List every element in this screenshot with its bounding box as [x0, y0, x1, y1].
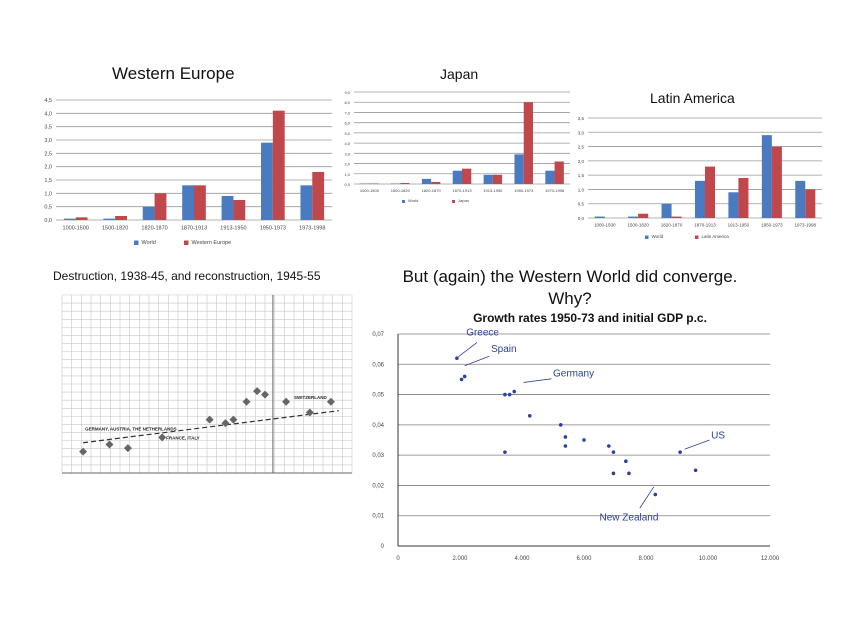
x-tick-label: 0 [396, 556, 400, 562]
x-tick-label: 1950-1973 [761, 222, 783, 228]
bar-world [662, 204, 672, 218]
data-point [503, 450, 507, 454]
x-tick-label: 1000-1500 [62, 225, 89, 232]
x-tick-label: 1870-1913 [694, 222, 716, 228]
data-point [460, 378, 464, 382]
bar-world [261, 143, 273, 220]
x-tick-label: 1950-1973 [514, 188, 534, 193]
y-tick-label: 1,0 [44, 191, 52, 198]
bar-latin-america [738, 178, 748, 218]
y-tick-label: 1,0 [577, 187, 584, 193]
y-tick-label: 2,0 [577, 158, 584, 164]
bar-japan [493, 175, 502, 184]
bar-world [453, 171, 462, 184]
x-tick-label: 10.000 [698, 556, 718, 562]
y-tick-label: 2,5 [44, 151, 52, 158]
x-tick-label: 6.000 [576, 556, 592, 562]
data-point [327, 398, 335, 406]
y-tick-label: 6,0 [344, 120, 350, 126]
latin-america-title: Latin America [650, 90, 735, 106]
bar-world [360, 183, 369, 184]
bar-western-europe [194, 185, 206, 220]
y-tick-label: 0,03 [372, 453, 384, 460]
data-point [508, 393, 512, 397]
bar-world [762, 135, 772, 218]
y-tick-label: 0,06 [372, 362, 384, 369]
bar-world [391, 183, 400, 184]
x-tick-label: 2.000 [452, 556, 468, 562]
bar-world [795, 181, 805, 218]
annotation: GERMANY, AUSTRIA, THE NETHERLANDS [85, 426, 177, 432]
y-tick-label: 7,0 [344, 110, 350, 116]
bar-world [222, 196, 234, 220]
bar-latin-america [638, 214, 648, 218]
legend-swatch [695, 236, 699, 240]
y-tick-label: 3,5 [577, 116, 584, 121]
y-tick-label: 0,05 [372, 392, 384, 399]
data-point [654, 493, 658, 497]
bar-world [514, 154, 523, 184]
data-point [124, 444, 132, 452]
y-tick-label: 1,5 [44, 178, 52, 184]
y-tick-label: 3,5 [44, 124, 52, 131]
bar-world [300, 185, 312, 220]
data-point [512, 390, 516, 394]
y-tick-label: 2,0 [44, 164, 52, 171]
legend-label: World [408, 198, 419, 203]
bar-world [64, 219, 76, 220]
x-tick-label: 1000-1500 [593, 222, 616, 228]
bar-latin-america [772, 147, 782, 218]
y-tick-label: 5,0 [344, 130, 350, 136]
y-tick-label: 0,02 [372, 483, 384, 490]
legend-label: World [141, 240, 156, 246]
y-tick-label: 4,0 [44, 111, 52, 118]
data-point [607, 444, 611, 448]
bar-japan [431, 182, 440, 184]
x-tick-label: 4.000 [514, 556, 530, 562]
annotation-label: Spain [491, 344, 517, 356]
data-point [564, 444, 568, 448]
y-tick-label: 4,5 [44, 98, 52, 104]
growth-chart-title: Growth rates 1950-73 and initial GDP p.c. [473, 311, 707, 325]
x-tick-label: 1870-1913 [180, 225, 208, 232]
data-point [158, 433, 166, 441]
x-tick-label: 1870-1913 [452, 188, 472, 193]
x-tick-label: 1973-1998 [794, 222, 817, 228]
data-point [678, 450, 682, 454]
annotation: FRANCE, ITALY [166, 435, 200, 441]
bar-world [182, 185, 194, 220]
x-tick-label: 1000-1500 [359, 188, 379, 193]
japan-title: Japan [440, 66, 479, 82]
annotation-arrow [524, 379, 552, 383]
data-point [694, 468, 698, 472]
bar-latin-america [705, 167, 715, 218]
growth-chart [368, 322, 788, 567]
headline [360, 266, 780, 310]
data-point [463, 375, 467, 379]
y-tick-label: 3,0 [344, 151, 350, 157]
y-tick-label: 2,0 [344, 161, 350, 167]
x-tick-label: 1913-1950 [220, 225, 247, 232]
x-tick-label: 1913-1950 [727, 222, 750, 228]
annotation-label: US [711, 430, 726, 442]
y-tick-label: 8,0 [344, 100, 350, 106]
data-point [559, 423, 563, 427]
y-tick-label: 0,0 [44, 218, 52, 224]
y-tick-label: 3,0 [44, 138, 52, 144]
y-tick-label: 0,0 [577, 216, 584, 221]
y-tick-label: 4,0 [344, 141, 350, 147]
bar-western-europe [155, 193, 167, 220]
y-tick-label: 0,0 [344, 182, 350, 187]
x-tick-label: 1500-1820 [101, 225, 129, 232]
bar-latin-america [672, 217, 682, 218]
destruction-title: Destruction, 1938-45, and reconstruction, 1945-55 [53, 269, 321, 283]
annotation-arrow [685, 440, 710, 449]
bar-japan [524, 102, 533, 184]
bar-world [545, 171, 554, 184]
x-tick-label: 1820-1870 [141, 225, 168, 232]
headline-line-1: But (again) the Western World did converge. [402, 267, 738, 286]
legend-label: Japan [458, 198, 469, 203]
data-point [612, 450, 616, 454]
bar-world [728, 192, 738, 218]
annotation-arrow [458, 342, 477, 356]
bar-world [422, 179, 431, 184]
data-point [282, 398, 290, 406]
y-tick-label: 9,0 [344, 90, 350, 95]
data-point [503, 393, 507, 397]
y-tick-label: 0,07 [372, 332, 384, 338]
data-point [221, 419, 229, 427]
data-point [564, 435, 568, 439]
data-point [253, 387, 261, 395]
western-europe-chart [30, 92, 340, 252]
headline-line-2: Why? [548, 289, 592, 308]
bar-world [484, 175, 493, 184]
legend-label: Western Europe [191, 240, 232, 246]
x-tick-label: 1973-1998 [545, 188, 565, 193]
annotation-label: Greece [466, 327, 499, 339]
bar-western-europe [312, 172, 324, 220]
legend-label: Latin America [701, 234, 729, 239]
bar-world [143, 207, 155, 220]
y-tick-label: 0,01 [372, 513, 384, 520]
bar-western-europe [273, 111, 285, 220]
legend-swatch [184, 241, 189, 246]
bar-western-europe [233, 200, 245, 220]
annotation-arrow [640, 487, 654, 508]
annotation: SWITZERLAND [294, 394, 327, 400]
data-point [582, 438, 586, 442]
x-tick-label: 1913-1950 [483, 188, 503, 193]
data-point [624, 459, 628, 463]
bar-world [103, 219, 115, 220]
bar-japan [462, 169, 471, 184]
data-point [243, 398, 251, 406]
y-tick-label: 0,5 [44, 204, 52, 211]
bar-western-europe [76, 217, 88, 220]
western-europe-title: Western Europe [112, 64, 235, 83]
data-point [105, 441, 113, 449]
data-point [627, 472, 631, 476]
latin-america-chart [570, 110, 828, 246]
y-tick-label: 0,04 [372, 422, 384, 429]
y-tick-label: 0 [380, 544, 384, 550]
x-tick-label: 8.000 [638, 556, 654, 562]
legend-swatch [134, 241, 139, 246]
y-tick-label: 2,5 [577, 144, 584, 150]
data-point [528, 414, 532, 418]
bar-world [595, 217, 605, 218]
bar-western-europe [115, 216, 127, 220]
y-tick-label: 3,0 [577, 130, 584, 136]
x-tick-label: 1950-1973 [259, 225, 287, 232]
annotation-label: New Zealand [599, 512, 659, 524]
bar-world [628, 217, 638, 218]
legend-swatch [645, 236, 649, 240]
x-tick-label: 1820-1870 [421, 188, 441, 193]
annotation-label: Germany [553, 368, 595, 380]
x-tick-label: 1973-1998 [299, 225, 326, 232]
y-tick-label: 1,5 [577, 173, 584, 179]
x-tick-label: 1820-1870 [660, 222, 683, 228]
bar-japan [555, 162, 564, 184]
y-tick-label: 1,0 [344, 171, 350, 177]
data-point [455, 356, 459, 360]
x-tick-label: 1500-1820 [390, 188, 410, 193]
bar-world [695, 181, 705, 218]
x-tick-label: 12.000 [760, 556, 780, 562]
legend-swatch [452, 200, 455, 203]
destruction-chart [52, 290, 362, 485]
legend-swatch [402, 200, 405, 203]
legend-label: World [651, 234, 664, 239]
bar-japan [400, 183, 409, 184]
bar-japan [369, 183, 378, 184]
japan-chart [338, 84, 576, 210]
data-point [612, 472, 616, 476]
bar-latin-america [805, 189, 815, 218]
x-tick-label: 1500-1820 [627, 222, 649, 228]
y-tick-label: 0,5 [577, 201, 584, 207]
